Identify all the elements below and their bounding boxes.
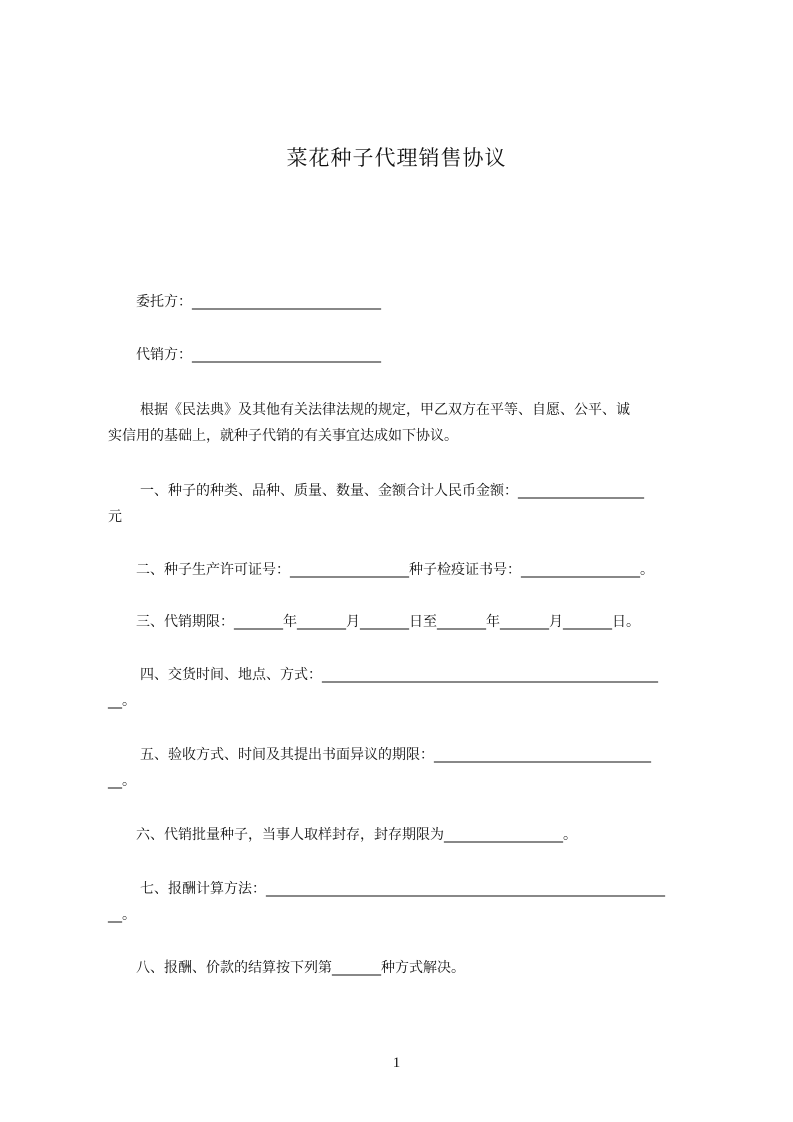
preamble-line-1: 根据《民法典》及其他有关法律法规的规定，甲乙双方在平等、自愿、公平、诚 <box>140 402 630 418</box>
clause-1-line-1: 一、种子的种类、品种、质量、数量、金额合计人民币金额：__________________ <box>140 483 644 499</box>
clause-1-line-2: 元 <box>108 509 122 525</box>
clause-7-line-2: __。 <box>108 907 136 923</box>
principal-field: 委托方：___________________________ <box>136 294 381 310</box>
preamble-line-2: 实信用的基础上，就种子代销的有关事宜达成如下协议。 <box>108 428 458 444</box>
clause-2: 二、种子生产许可证号：_________________种子检疫证书号：_________________。 <box>136 562 654 578</box>
clause-3: 三、代销期限：_______年_______月_______日至_______年_______月_______日。 <box>136 614 640 630</box>
clause-4-line-1: 四、交货时间、地点、方式：________________________________________________ <box>140 667 658 683</box>
clause-8: 八、报酬、价款的结算按下列第_______种方式解决。 <box>136 960 465 976</box>
clause-5-line-2: __。 <box>108 773 136 789</box>
clause-6: 六、代销批量种子，当事人取样封存，封存期限为_________________。 <box>136 827 577 843</box>
clause-7-line-1: 七、报酬计算方法：_________________________________________________________ <box>140 881 665 897</box>
clause-4-line-2: __。 <box>108 693 136 709</box>
clause-5-line-1: 五、验收方式、时间及其提出书面异议的期限：_______________________________ <box>140 747 651 763</box>
page-number: 1 <box>392 1055 401 1071</box>
agent-field: 代销方：___________________________ <box>136 347 381 363</box>
document-title: 菜花种子代理销售协议 <box>286 146 507 170</box>
